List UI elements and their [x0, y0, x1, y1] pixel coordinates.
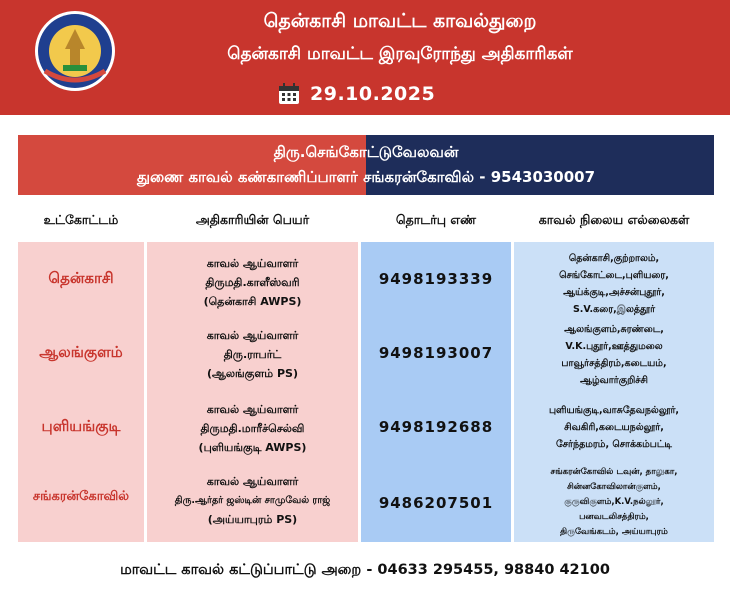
limit-line: சின்னகோவிலான்குளம்,: [567, 481, 661, 492]
subdivision-name: புளியங்குடி: [41, 417, 121, 435]
column-header-contact-number: தொடர்பு எண்: [395, 212, 477, 227]
limit-line: சங்கரன்கோவில் டவுன், தாலுகா,: [550, 466, 678, 477]
limit-line: V.K.புதூர்,ஊத்துமலை: [565, 341, 663, 352]
table-row-4-phone: [361, 472, 511, 534]
limit-line: குருவிகுளம்,K.V.நல்லூர்,: [564, 496, 664, 507]
table-row-2-subdivision: [18, 322, 144, 384]
limit-line: திருவேங்கடம், அய்யாபுரம்: [560, 526, 668, 537]
limit-line: சேர்ந்தமரம், சொக்கம்பட்டி: [556, 438, 672, 450]
officer-name: திரு.ஆர்தர் ஜஸ்டின் சாமுவேல் ராஜ்: [174, 494, 331, 506]
table-row-2-officer: [147, 320, 358, 388]
column-header-subdivision: உட்கோட்டம்: [43, 212, 119, 227]
date-text: 29.10.2025: [310, 83, 436, 105]
supervising-officer-banner: [18, 135, 714, 195]
header-banner: [0, 0, 730, 115]
table-row-4-officer: [147, 466, 358, 534]
limit-line: பாவூர்சத்திரம்,கடையம்,: [561, 358, 667, 369]
column-header-station-limits: காவல் நிலைய எல்லைகள்: [538, 212, 690, 227]
table-row-3-limits: [514, 396, 714, 458]
table-row-4-limits: [514, 464, 714, 540]
officer-station: (புளியங்குடி AWPS): [198, 440, 307, 454]
limit-line: தென்காசி,குற்றாலம்,: [568, 253, 660, 264]
phone-number: 9486207501: [378, 494, 494, 512]
supervising-officer-name: திரு.செங்கோட்டுவேலவன்: [273, 143, 459, 161]
limit-line: பனவடலிசத்திரம்,: [579, 511, 649, 522]
officer-name: திரு.ராபர்ட்: [223, 347, 282, 361]
limit-line: செங்கோட்டை,புளியரை,: [559, 270, 669, 281]
officer-rank: காவல் ஆய்வாளர்: [206, 328, 299, 342]
officer-name: திருமதி.மாரீச்செல்வி: [200, 421, 305, 435]
supervising-officer-role-phone: துணை காவல் கண்காணிப்பாளர் சங்கரன்கோவில் - 9543030007: [136, 168, 596, 186]
header-title-district-police: தென்காசி மாவட்ட காவல்துறை: [263, 10, 537, 32]
phone-number: 9498192688: [378, 418, 494, 436]
table-row-2-phone: [361, 322, 511, 384]
subdivision-name: ஆலங்குளம்: [39, 343, 123, 361]
officer-rank: காவல் ஆய்வாளர்: [206, 402, 299, 416]
table-row-1-officer: [147, 248, 358, 316]
subdivision-name: சங்கரன்கோவில்: [32, 489, 130, 504]
limit-line: சிவகிரி,கடையநல்லூர்,: [564, 421, 664, 433]
limit-line: புளியங்குடி,வாசுதேவநல்லூர்,: [548, 404, 680, 416]
column-header-officer-name: அதிகாரியின் பெயர்: [195, 212, 310, 227]
phone-number: 9498193007: [378, 344, 494, 362]
table-row-3-subdivision: [18, 396, 144, 458]
tamilnadu-police-logo-icon: [33, 9, 117, 93]
limit-line: ஆலங்குளம்,சுரண்டை,: [564, 324, 664, 335]
table-row-3-officer: [147, 394, 358, 462]
officer-name: திருமதி.காளீஸ்வரி: [205, 275, 300, 289]
header-title-night-patrol: தென்காசி மாவட்ட இரவுரோந்து அதிகாரிகள்: [227, 44, 573, 64]
officer-station: (தென்காசி AWPS): [203, 294, 302, 308]
table-row-4-subdivision: [18, 466, 144, 528]
limit-line: ஆழ்வார்குறிச்சி: [580, 375, 648, 386]
officer-station: (ஆலங்குளம் PS): [206, 366, 299, 380]
table-row-1-phone: [361, 248, 511, 310]
subdivision-name: தென்காசி: [48, 269, 114, 287]
calendar-icon: [278, 83, 300, 105]
phone-number: 9498193339: [378, 270, 494, 288]
officer-rank: காவல் ஆய்வாளர்: [206, 256, 299, 270]
table-row-3-phone: [361, 396, 511, 458]
limit-line: ஆய்க்குடி,அச்சன்புதூர்,: [563, 287, 665, 298]
table-row-1-limits: [514, 250, 714, 318]
officer-station: (அய்யாபுரம் PS): [207, 512, 298, 526]
control-room-footer: மாவட்ட காவல் கட்டுப்பாட்டு அறை - 04633 295455, 98840 42100: [120, 562, 610, 578]
table-row-2-limits: [514, 320, 714, 390]
table-row-1-subdivision: [18, 248, 144, 310]
header-date: [278, 80, 435, 108]
officer-rank: காவல் ஆய்வாளர்: [206, 474, 299, 488]
limit-line: S.V.கரை,இலத்தூர்: [572, 304, 656, 315]
